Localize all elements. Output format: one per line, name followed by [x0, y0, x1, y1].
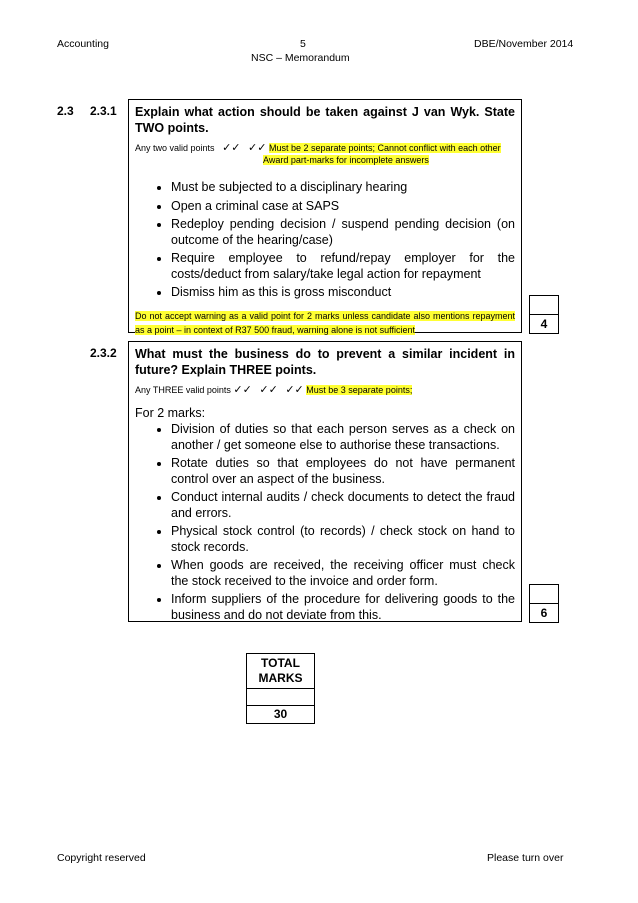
q2-memo-note: Must be 3 separate points; [306, 385, 413, 395]
q1-marks: 4 [540, 317, 548, 331]
q2-number: 2.3.2 [90, 346, 117, 360]
total-marks-value: 30 [273, 707, 288, 721]
q1-points-list [129, 180, 521, 301]
list-item: • Dismiss him as this is gross misconduct [171, 285, 515, 301]
header-page-number: 5 [300, 38, 306, 50]
total-marks-label [247, 654, 314, 689]
q2-mark-box [529, 584, 559, 623]
list-item: • Must be subjected to a disciplinary hearing [171, 180, 515, 196]
q1-mark-box-blank [530, 296, 558, 315]
list-item: • Require employee to refund/repay employer for the costs/deduct from salary/take legal action for repayment [171, 251, 515, 282]
q2-points-list [129, 422, 521, 623]
q2-answer-box [128, 341, 522, 622]
header-exam: DBE/November 2014 [474, 38, 574, 50]
total-label-line2: MARKS [258, 671, 303, 685]
list-item: • Conduct internal audits / check documents to detect the fraud and errors. [171, 490, 515, 521]
q1-marking-note: Do not accept warning as a valid point for 2 marks unless candidate also mentions repayment as a point – in context of R37 500 fraud, warning alone is not sufficient [135, 310, 515, 335]
header-subtitle: NSC – Memorandum [251, 52, 350, 64]
list-item: • When goods are received, the receiving officer must check the stock received to the invoice and order form. [171, 558, 515, 589]
q2-check-icon-b: ✓✓ [259, 384, 278, 396]
q2-check-icon-a: ✓✓ [233, 384, 252, 396]
q1-memo-label: Any two valid points [135, 143, 215, 153]
list-item: • Redeploy pending decision / suspend pending decision (on outcome of the hearing/case) [171, 217, 515, 248]
q1-number: 2.3.1 [90, 104, 117, 118]
q1-check-icon-b: ✓✓ [248, 142, 267, 154]
q2-marks: 6 [540, 606, 548, 620]
total-marks-blank [247, 689, 314, 706]
q1-mark-box [529, 295, 559, 334]
q1-check-icon-a: ✓✓ [222, 142, 241, 154]
q2-title: What must the business do to prevent a similar incident in future? Explain THREE points. [135, 347, 515, 377]
q2-check-icon-c: ✓✓ [285, 384, 304, 396]
q2-memo-label: Any THREE valid points [135, 385, 231, 395]
q1-title: Explain what action should be taken against J van Wyk. State TWO points. [135, 105, 515, 135]
q1-marking-note-row [135, 309, 515, 337]
total-marks-box [246, 653, 315, 724]
q2-for-marks: For 2 marks: [135, 406, 206, 420]
footer-copyright: Copyright reserved [57, 852, 146, 864]
total-label-line1: TOTAL [261, 656, 300, 670]
section-number: 2.3 [57, 104, 74, 118]
list-item: • Division of duties so that each person serves as a check on another / get someone else to authorise these transactions. [171, 422, 515, 453]
list-item: • Inform suppliers of the procedure for delivering goods to the business and do not deviate from this. [171, 592, 515, 623]
footer-turn-over: Please turn over [487, 852, 564, 864]
header-subject: Accounting [57, 38, 109, 50]
q1-memo-line [135, 142, 515, 154]
list-item: • Open a criminal case at SAPS [171, 199, 515, 215]
list-item: • Rotate duties so that employees do not have permanent control over an aspect of the business. [171, 456, 515, 487]
q1-answer-box [128, 99, 522, 333]
q1-memo-note-1: Must be 2 separate points; Cannot conflict with each other [268, 143, 501, 153]
q1-memo-note-2: Award part-marks for incomplete answers [263, 155, 429, 165]
q1-memo-note-2-row [135, 154, 515, 166]
q2-memo-line [135, 384, 515, 396]
q2-mark-box-blank [530, 585, 558, 604]
list-item: • Physical stock control (to records) / check stock on hand to stock records. [171, 524, 515, 555]
